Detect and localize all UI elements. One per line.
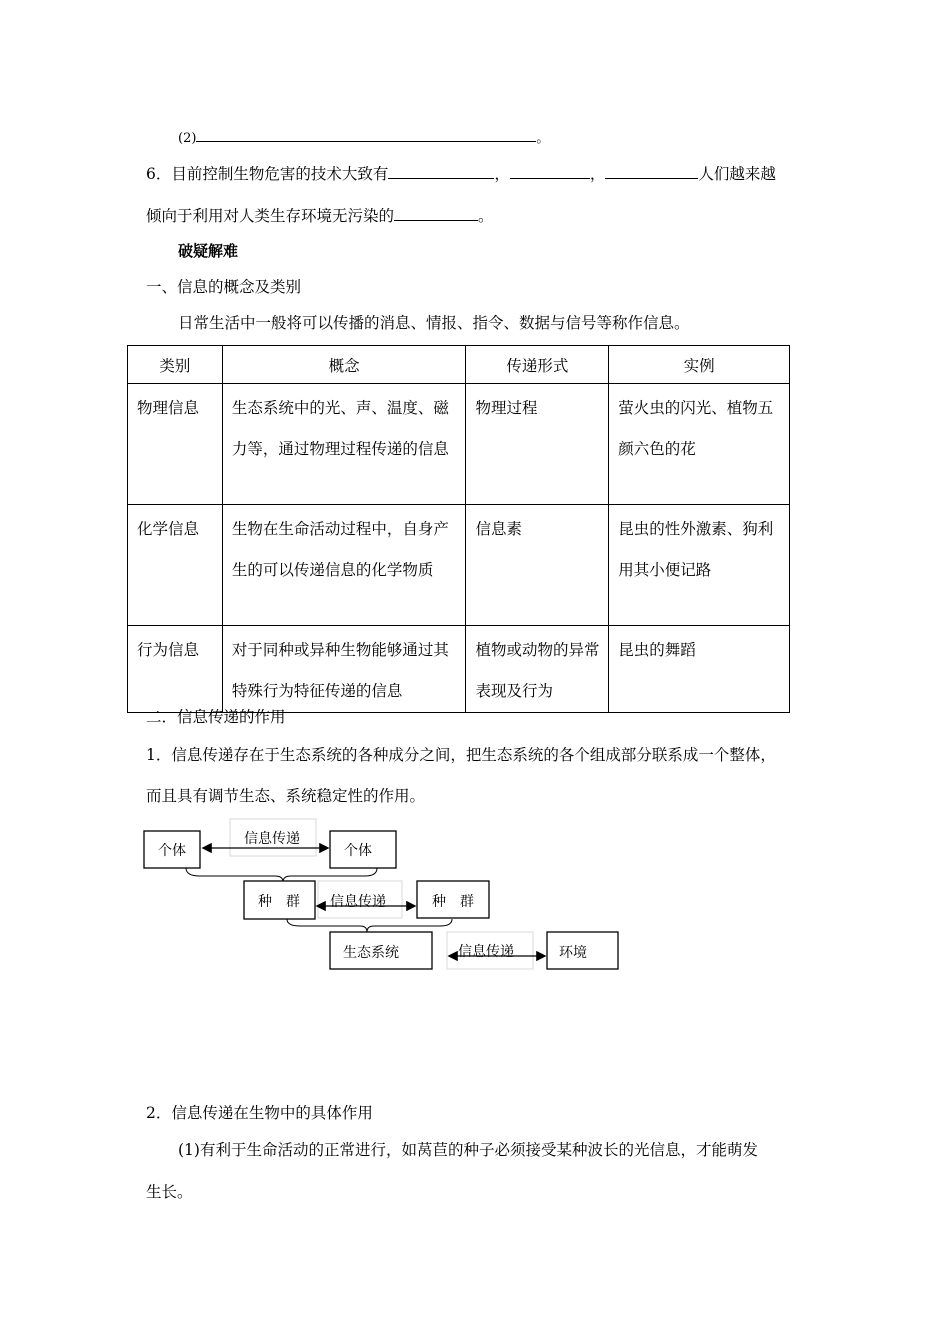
q6-number: 6． (146, 165, 172, 183)
part2-heading: 二．信息传递的作用 (146, 708, 286, 726)
level3-right-label: 环境 (559, 945, 587, 961)
q6-comma-2: ， (589, 165, 606, 183)
cell-concept: 生物在生命活动过程中，自身产生的可以传递信息的化学物质 (231, 520, 449, 579)
level1-right-label: 个体 (344, 843, 372, 859)
cell-concept: 对于同种或异种生物能够通过其特殊行为特征传递的信息 (231, 641, 449, 700)
part3-p1-line1: (1)有利于生命活动的正常进行，如莴苣的种子必须接受某种波长的光信息，才能萌发 (178, 1141, 758, 1159)
cell-category: 物理信息 (137, 399, 200, 417)
part1-heading: 一、信息的概念及类别 (146, 278, 302, 296)
cell-concept: 生态系统中的光、声、温度、磁力等，通过物理过程传递的信息 (231, 399, 449, 458)
table-header: 实例 (609, 346, 790, 384)
part2-p1-line2: 而且具有调节生态、系统稳定性的作用。 (146, 787, 426, 805)
level2-left-label: 种 群 (258, 894, 300, 910)
level2-right-label: 种 群 (432, 894, 474, 910)
cell-form: 信息素 (475, 520, 522, 538)
level1-brace (186, 868, 377, 882)
table-header: 概念 (222, 346, 466, 384)
cell-category: 化学信息 (137, 520, 200, 538)
q6-period: 。 (478, 207, 494, 225)
cell-example: 昆虫的舞蹈 (618, 641, 696, 659)
q6-text-b: 人们越来越 (698, 165, 776, 183)
cell-form: 物理过程 (475, 399, 538, 417)
level1-left-label: 个体 (158, 843, 186, 859)
item2-label: (2) (178, 131, 197, 146)
item2-end: 。 (536, 131, 550, 146)
cell-category: 行为信息 (137, 641, 200, 659)
table-header: 类别 (128, 346, 223, 384)
q6-comma-1: ， (494, 165, 510, 183)
part2-p1-line1: 1．信息传递存在于生态系统的各种成分之间，把生态系统的各个组成部分联系成一个整体， (146, 746, 776, 764)
table-header: 传递形式 (466, 346, 609, 384)
q6-text-a: 目前控制生物危害的技术大致有 (171, 165, 389, 183)
level2-link-label: 信息传递 (330, 894, 386, 910)
part1-intro: 日常生活中一般将可以传播的消息、情报、指令、数据与信号等称作信息。 (178, 314, 690, 332)
cell-example: 昆虫的性外激素、狗利用其小便记路 (618, 520, 774, 579)
part3-heading: 2．信息传递在生物中的具体作用 (146, 1104, 373, 1122)
level2-brace (287, 919, 452, 932)
level1-link-label: 信息传递 (244, 831, 300, 847)
cell-example: 萤火虫的闪光、植物五颜六色的花 (618, 399, 774, 458)
section-title: 破疑解难 (178, 242, 239, 260)
level3-link-label: 信息传递 (458, 944, 514, 960)
level3-left-label: 生态系统 (343, 945, 399, 961)
part3-p1-line2: 生长。 (146, 1183, 193, 1201)
q6-text-c: 倾向于利用对人类生存环境无污染的 (146, 207, 395, 225)
cell-form: 植物或动物的异常表现及行为 (475, 641, 600, 700)
